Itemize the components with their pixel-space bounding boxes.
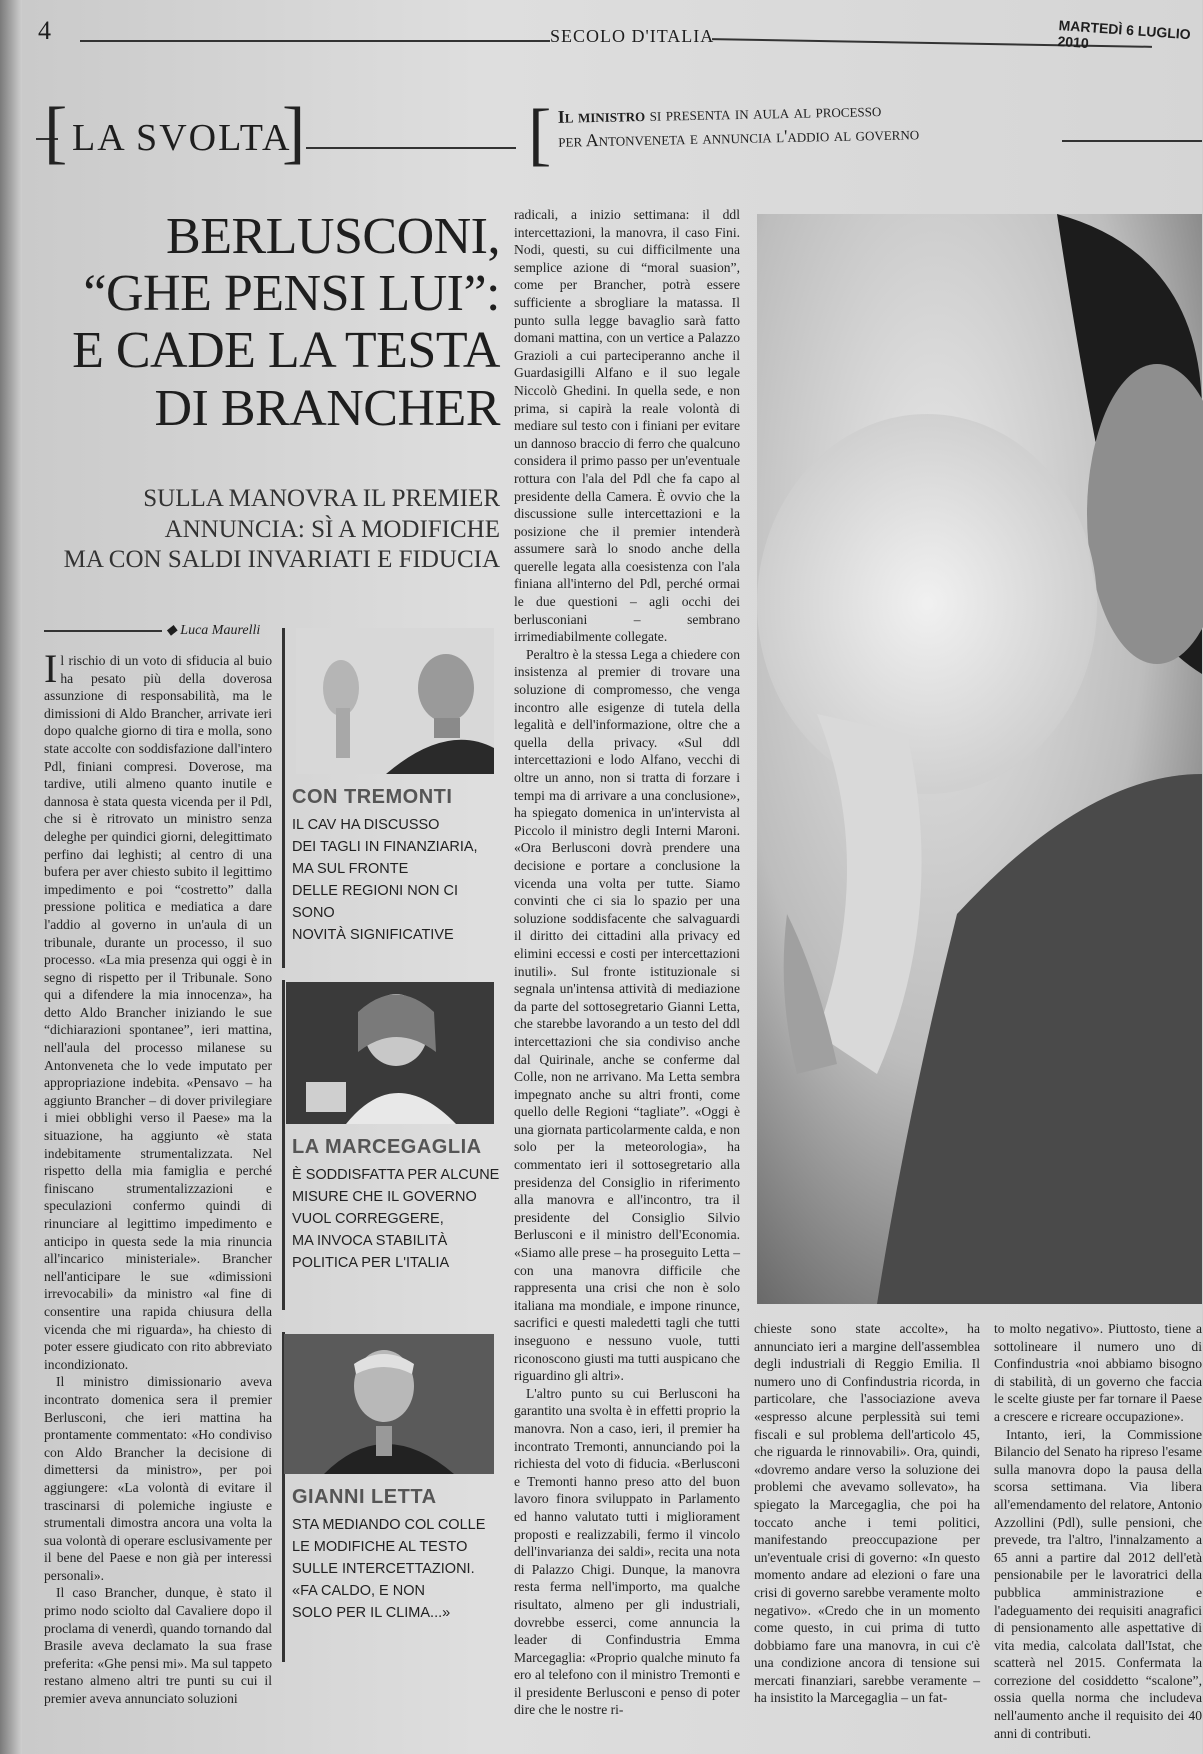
sidebar-caption	[292, 1164, 502, 1274]
subhead-line: MA CON SALDI INVARIATI E FIDUCIA	[63, 546, 500, 573]
date: MARTEDÌ 6 LUGLIO 2010	[1057, 17, 1192, 52]
caption-line: VUOL CORREGGERE,	[292, 1211, 444, 1227]
sidebar-rule	[282, 628, 285, 968]
subhead-line: SULLA MANOVRA IL PREMIER	[143, 485, 500, 512]
caption-line: È SODDISFATTA PER ALCUNE	[292, 1167, 500, 1183]
header-rule-left	[80, 40, 550, 42]
paragraph: chieste sono state accolte», ha annunciato ieri a margine dell'assemblea degli industriali di Reggio Emilia. Il numero uno di Confindustria ricorda, in particolare, che l'associazione aveva «espresso alcune perplessità sui temi fiscali e sul problema dell'articolo 45, che riguarda le rinnovabili». Ora, quindi, «dovremo andare verso la soluzione dei problemi che avevamo sollevato», ha spiegato la Marcegaglia, che poi ha toccato anche i temi politici, manifestando preoccupazione per un'eventuale crisi di governo: «In questo momento andare ad elezioni o fare una crisi di governo sarebbe veramente molto negativo». «Credo che in un momento come questo, in cui prima di tutto dobbiamo fare una manovra, in cui c'è una condizione ancora di tensione sui mercati finanziari, sarebbe veramente – ha insistito la Marcegaglia – un fat-	[754, 1321, 980, 1706]
paragraph: Il rischio di un voto di sfiducia al buio ha pesato più della doverosa assunzione di responsabilità, ma le dimissioni di Aldo Brancher, arrivate ieri dopo qualche giorno di tira e molla, sono state accolte con soddisfazione dall'intero Pdl, finiani compresi. Doverose, ma tardive, utili almeno quanto inutile e dannosa è stata questa vicenda per il Pdl, che si è ritrovato un ministro senza deleghe per quindici giorni, delegittimato perfino dai leghisti; al centro di una bufera per aver chiesto subito il legittimo impedimento e poi “costretto” dalla pressione politica e mediatica a dare l'addio al governo in un'aula di un tribunale, durante un processo, il suo processo. «La mia presenza qui oggi è in segno di rispetto per il Tribunale. Sono qui a difendere la mia innocenza», ha detto Aldo Brancher iniziando le sue “dichiarazioni spontanee”, ieri mattina, nell'aula del processo milanese su Antonveneta che lo vede imputato per appropriazione indebita. «Pensavo – ha aggiunto Brancher – di dover privilegiare i miei obblighi verso il Paese» ma la situazione, ha aggiunto «è stata indebitamente strumentalizzata. Nel rispetto della mia famiglia e perché finiscano strumentalizzazioni e speculazioni confermo quindi di rinunciare al legittimo impedimento e anticipo in questa sede la mia rinuncia all'incarico ministeriale». Brancher nell'anticipare le sue «dimissioni irrevocabili» da ministro «al fine di consentire una rapida chiusura della vicenda che mi riguarda», ha chiesto di poter essere giudicato con rito abbreviato incondizionato.	[44, 646, 272, 1372]
article-column-2	[514, 206, 740, 1726]
kicker-bold: Il ministro	[557, 104, 646, 127]
paragraph: Intanto, ieri, la Commissione Bilancio del Senato ha ripreso l'esame sulla manovra dopo la pausa della scorsa settimana. Via libera all'emendamento del relatore, Antonio Azzollini (Pdl), sulle pensioni, che prevede, tra l'altro, l'innalzamento a 65 anni a partire dal 2012 dell'età pensionabile per le lavoratrici della pubblica amministrazione e l'adeguamento dei requisiti anagrafici di pensionamento alle aspettative di vita media, calcolata dall'Istat, che scatterà nel 2015. Confermata la correzione del cosiddetto “scalone”, ossia quella norma che includeva nell'aumento anche il requisito dei 40 anni di contributi.	[994, 1426, 1202, 1741]
paragraph: Peraltro è la stessa Lega a chiedere con insistenza al premier di trovare una soluzione di compromesso, che venga incontro alle esigenze di tutela della legalità e dell'informazione, oltre che a quella della privacy. «Sul ddl intercettazioni e lodo Alfano, vecchi di oltre un anno, non si tratta di forzare i tempi ma di arrivare a una conclusione», ha spiegato domenica in un'intervista al Piccolo il ministro degli Interni Maroni. «Ora Berlusconi dovrà prendere una decisione e portare a conclusione la vicenda una volta per tutte. Siamo convinti che ci sia lo spazio per una soluzione soddisfacente che salvaguardi il diritto dei cittadini alla privacy ed elimini eccessi e costi per intercettazioni inutili». Sul fronte istituzionale si segnala un'intensa attività di mediazione da parte del sottosegretario Gianni Letta, che starebbe lavorando a un testo del ddl intercettazioni che sia condiviso anche dal Quirinale, anche se conferme dal Colle, non ne arrivano. Ma Letta sembra impegnato anche su altri fronti, come quello delle Regioni “tagliate”. «Oggi è una giornata particolarmente calda, e non solo per la meteorologia», ha commentato ieri il sottosegretario alla presidenza del Consiglio in riferimento alla manovra e all'incontro, tra il presidente del Consiglio Silvio Berlusconi e il ministro dell'Economia. «Siamo alle prese – ha proseguito Letta – con una manovra difficile che rappresenta una crisi che non è solo italiana ma mondiale, e impone rinunce, sacrifici e questi maledetti tagli che tutti inseguono e nessuno vuole, tutti riconoscono giusti ma tutti auspicano che riguardino gli altri».	[514, 646, 740, 1384]
headline-line: DI BRANCHER	[154, 379, 500, 437]
berlusconi-photo-image	[757, 214, 1202, 1304]
caption-line: «FA CALDO, E NON	[292, 1583, 425, 1599]
bracket-close: ]	[282, 94, 306, 171]
sidebar-caption	[292, 1514, 502, 1624]
headline	[30, 208, 500, 437]
article-column-1	[44, 646, 272, 1722]
sidebar-title: GIANNI LETTA	[292, 1486, 437, 1508]
tremonti-photo-image	[296, 628, 494, 774]
kicker-line-1: si presenta in aula al processo	[644, 100, 882, 125]
byline-author: Luca Maurelli	[180, 623, 261, 638]
section-rule-right	[306, 147, 516, 149]
subhead-line: ANNUNCIA: SÌ A MODIFICHE	[164, 515, 500, 543]
tremonti-photo	[296, 628, 494, 774]
caption-line: MISURE CHE IL GOVERNO	[292, 1189, 477, 1205]
page-number: 4	[38, 16, 51, 45]
kicker	[558, 95, 1019, 153]
caption-line: DEI TAGLI IN FINANZIARIA,	[292, 839, 478, 855]
paragraph: L'altro punto su cui Berlusconi ha garantito una svolta è in effetti proprio la manovra. Non a caso, ieri, il premier ha incontrato Tremonti, annunciando poi la richiesta del voto di fiducia. «Berlusconi e Tremonti hanno preso atto del buon lavoro finora sviluppato in Parlamento ed hanno valutato tutti i migliorament proposti e realizzabili, fermo il vincolo dell'invarianza dei saldi», recita una nota di Palazzo Chigi. Dunque, la manovra resta ferma nell'importo, ma qualche risultato, almeno per gli industriali, dovrebbe esserci, come annuncia la leader di Confindustria Emma Marcegaglia: «Proprio qualche minuto fa ero al telefono con il ministro Tremonti e il presidente Berlusconi e penso di poter dire che le nostre ri-	[514, 1385, 740, 1718]
bracket-open: [	[44, 94, 68, 171]
letta-photo-image	[284, 1334, 494, 1474]
section-label: LA SVOLTA	[72, 117, 292, 159]
caption-line: IL CAV HA DISCUSSO	[292, 817, 440, 833]
kicker-rule	[1062, 140, 1202, 142]
caption-line: POLITICA PER L'ITALIA	[292, 1255, 450, 1271]
masthead: SECOLO D'ITALIA	[550, 26, 715, 46]
caption-line: MA SUL FRONTE	[292, 861, 409, 877]
sidebar-title: LA MARCEGAGLIA	[292, 1136, 482, 1158]
caption-line: NOVITÀ SIGNIFICATIVE	[292, 927, 454, 943]
sidebar-caption	[292, 814, 502, 946]
article-column-3	[754, 1320, 980, 1720]
marcegaglia-photo-image	[286, 982, 494, 1124]
article-column-4	[994, 1320, 1202, 1741]
byline: ◆ Luca Maurelli	[166, 623, 261, 638]
kicker-line-2: per Antonveneta e annuncia l'addio al governo	[558, 123, 920, 152]
subheadline	[30, 484, 500, 576]
caption-line: SOLO PER IL CLIMA...»	[292, 1605, 451, 1621]
paragraph: Il caso Brancher, dunque, è stato il primo nodo sciolto dal Cavaliere dopo il proclama di venerdì, quando tornando dal Brasile aveva declamato la sua frase preferita: «Ghe pensi mi». Ma sul tappeto restano almeno altri tre punti su cui il premier aveva annunciato soluzioni	[44, 1585, 272, 1707]
caption-line: STA MEDIANDO COL COLLE	[292, 1517, 486, 1533]
berlusconi-photo	[757, 214, 1202, 1304]
kicker-bracket: [	[528, 96, 552, 173]
caption-line: LE MODIFICHE AL TESTO	[292, 1539, 468, 1555]
marcegaglia-photo	[286, 982, 494, 1124]
paragraph: radicali, a inizio settimana: il ddl intercettazioni, la manovra, il caso Fini. Nodi, questi, su cui difficilmente una semplice azione di “moral suasion”, come per Brancher, potrà essere sufficiente a sbrogliare la matassa. Il punto sulla legge bavaglio sarà fatto domani mattina, con un vertice a Palazzo Grazioli a cui parteciperanno anche il Guardasigilli Alfano e il suo legale Niccolò Ghedini. In quella sede, e non prima, si capirà la reale volontà di mediare sul testo con i finiani per evitare un dannoso braccio di ferro che qualcuno considera il primo passo per un'eventuale rottura con l'ala del Pdl che fa capo al presidente della Camera. È ovvio che la discussione sulle intercettazioni e la posizione che il premier intenderà assumere sarà lo snodo anche della querelle legata alla coesistenza con l'ala finiana all'interno del Pdl, perché ormai le due questioni – agli occhi dei berlusconiani – sembrano irrimediabilmente collegate.	[514, 207, 740, 645]
paragraph: to molto negativo». Piuttosto, tiene a sottolineare il numero uno di Confindustria «noi abbiamo bisogno di stabilità, di un governo che faccia le scelte giuste per far tornare il Paese a crescere e ricreare occupazione».	[994, 1321, 1202, 1424]
caption-line: MA INVOCA STABILITÀ	[292, 1233, 448, 1249]
headline-line: “GHE PENSI LUI”:	[83, 265, 500, 323]
headline-line: BERLUSCONI,	[166, 208, 500, 265]
sidebar-title: CON TREMONTI	[292, 786, 453, 808]
paragraph: Il ministro dimissionario aveva incontrato domenica sera il premier Berlusconi, che ieri mattina ha prontamente commentato: «Ho condiviso con Aldo Brancher la decisione di dimettersi da ministro», per poi aggiungere: «La volontà di evitare il trascinarsi di polemiche ingiuste e strumentali dimostra ancora una volta la sua volontà di operare esclusivamente per il bene del Paese e non già per interessi personali».	[44, 1374, 272, 1583]
letta-photo	[284, 1334, 494, 1474]
caption-line: DELLE REGIONI NON CI SONO	[292, 883, 458, 921]
caption-line: SULLE INTERCETTAZIONI.	[292, 1561, 475, 1577]
headline-line: E CADE LA TESTA	[72, 322, 500, 380]
page-gutter-shadow	[0, 0, 22, 1754]
sidebar-rule	[282, 980, 285, 1310]
byline-rule	[44, 630, 162, 632]
